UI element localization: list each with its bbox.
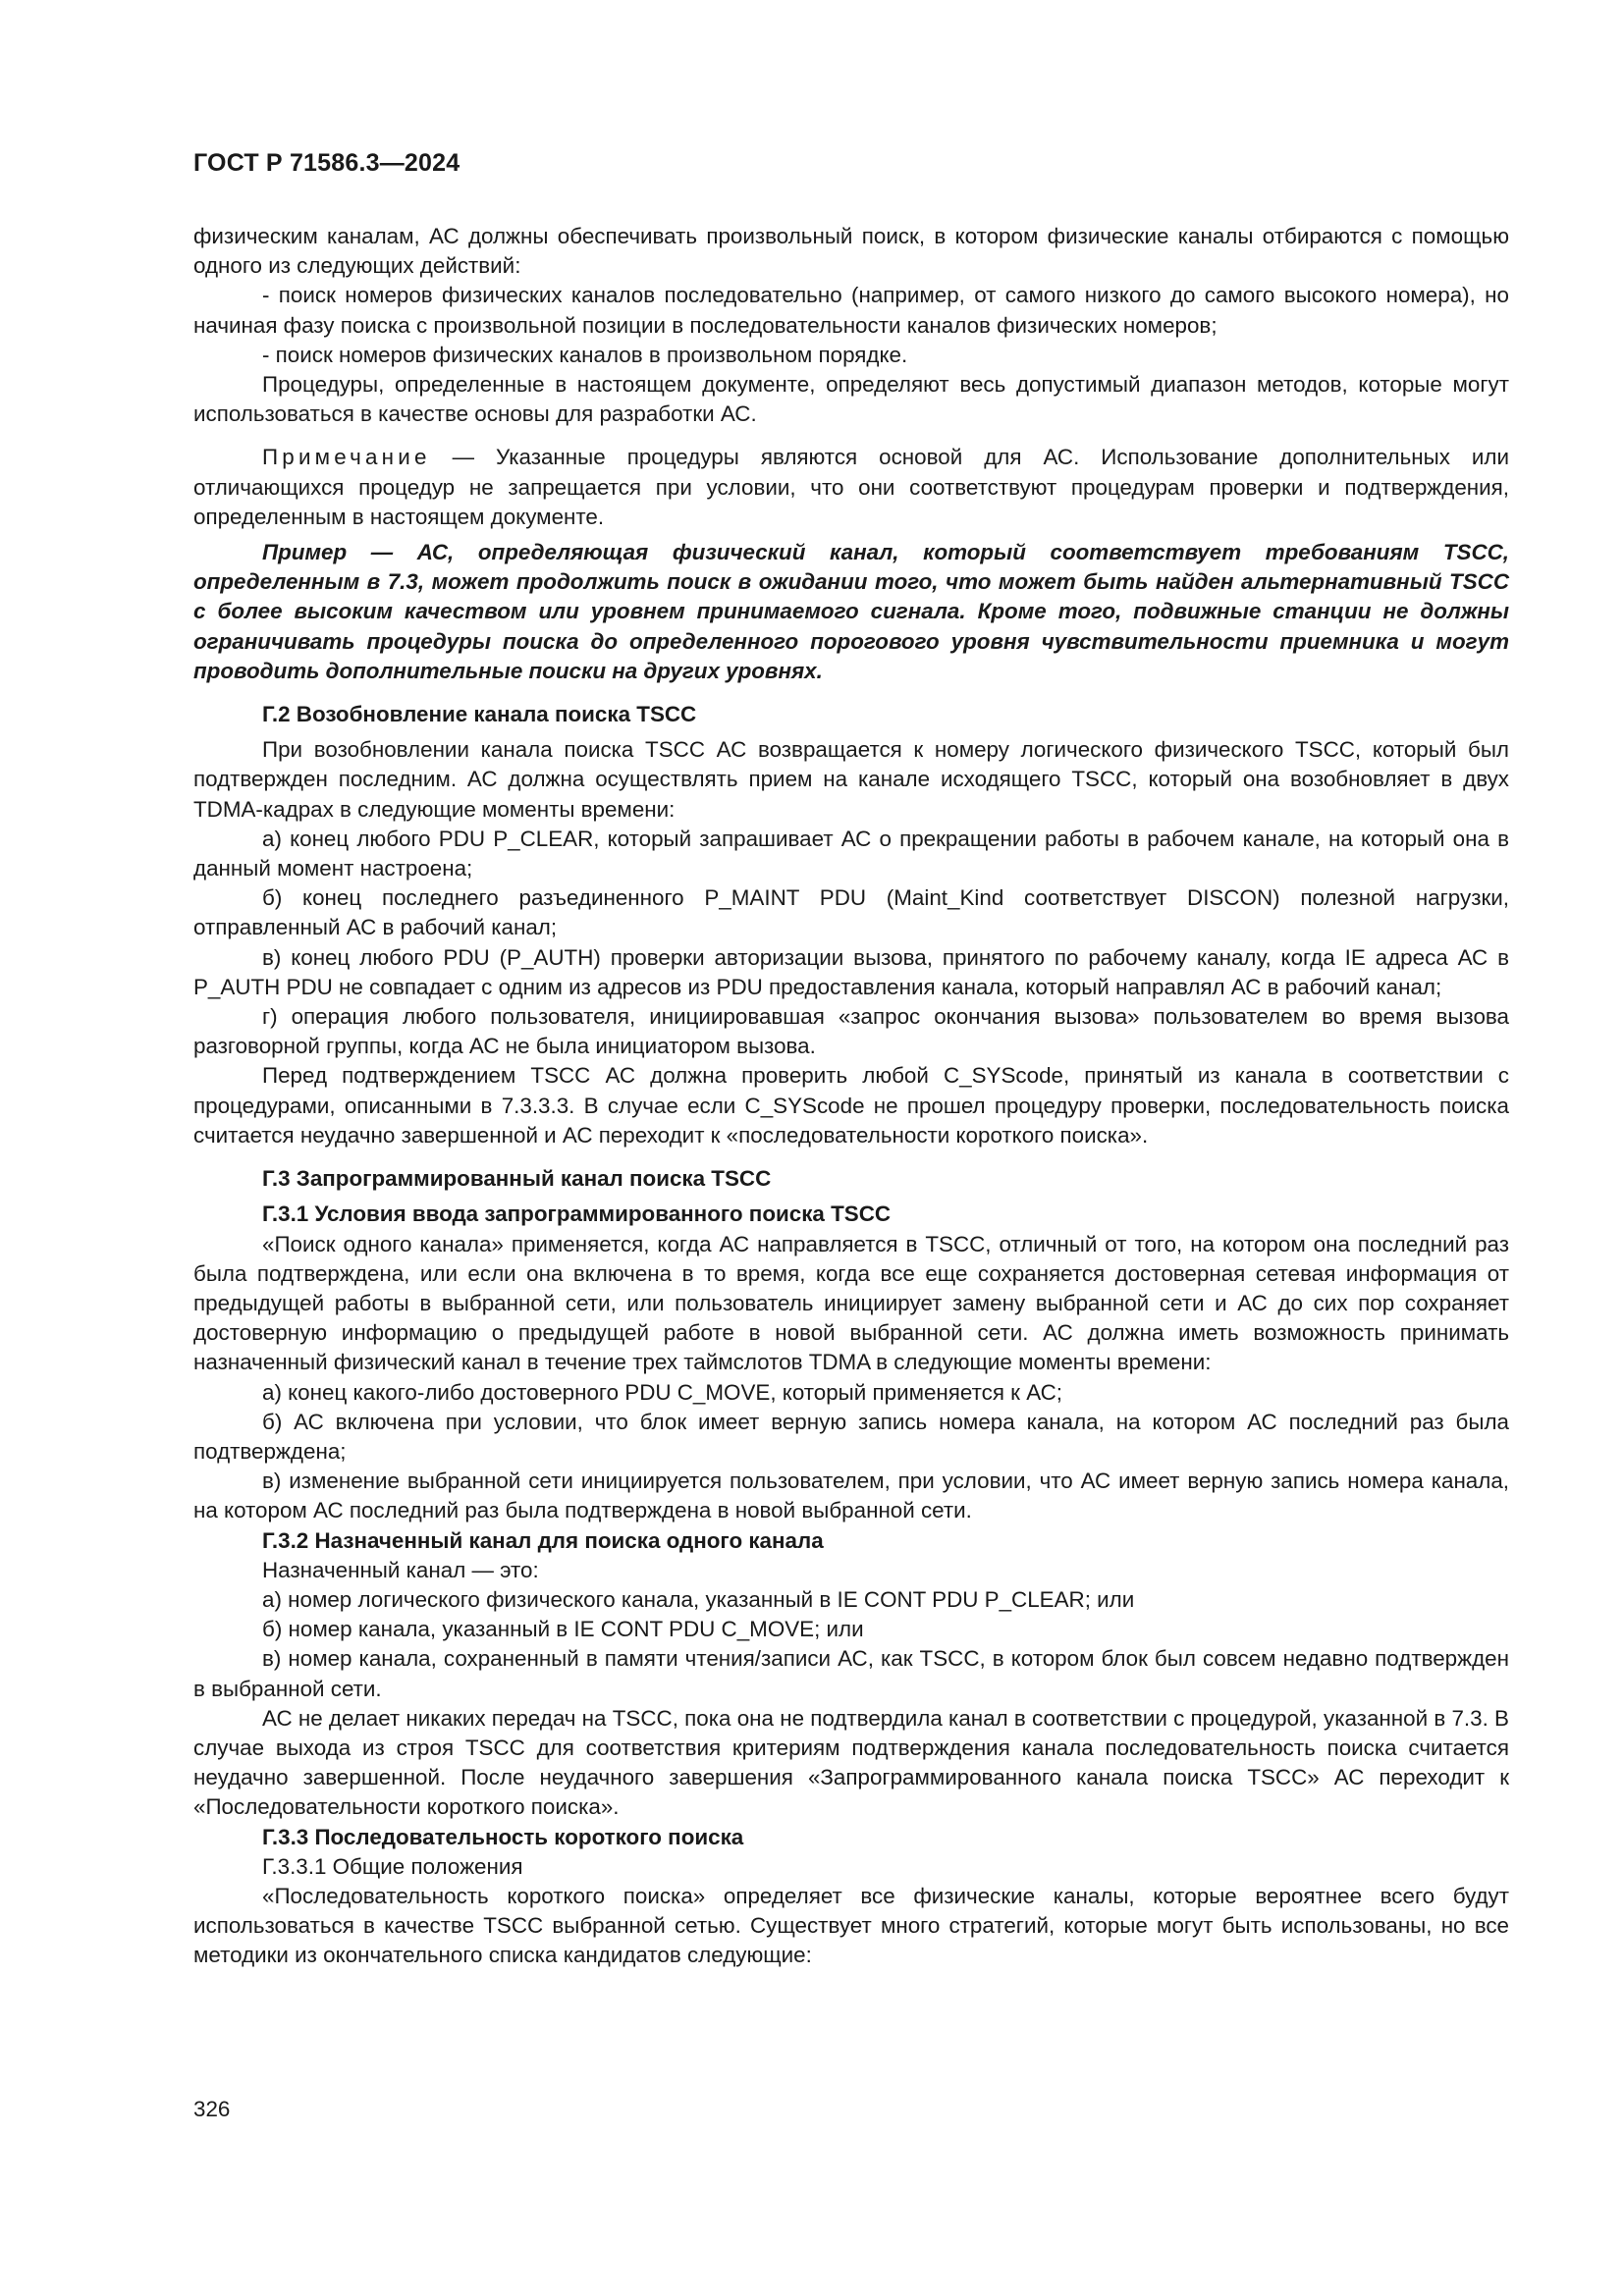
paragraph: АС не делает никаких передач на TSCC, пока она не подтвердила канал в соответствии с процедурой, указанной в 7.3. В случае выхода из строя TSCC для соответствия критериям подтверждения канала последовательность поиска считается неудачно завершенной. После неудачного завершения «Запрограммированного канала поиска TSCC» АС переходит к «Последовательности короткого поиска». [193,1705,1509,1820]
subsection-heading-g32: Г.3.2 Назначенный канал для поиска одного канала [262,1527,824,1553]
list-item: а) конец какого-либо достоверного PDU C_MOVE, который применяется к АС; [262,1379,1063,1405]
list-item: б) номер канала, указанный в IE CONT PDU C_MOVE; или [262,1617,864,1642]
subsection-heading-g33: Г.3.3 Последовательность короткого поиска [262,1824,744,1849]
list-item: в) конец любого PDU (P_AUTH) проверки авторизации вызова, принятого по рабочему каналу, когда IE адреса АС в P_AUTH PDU не совпадает с одним из адресов из PDU предоставления канала, который направлял АС в рабочий канал; [193,944,1509,999]
paragraph: Процедуры, определенные в настоящем документе, определяют весь допустимый диапазон методов, которые могут использоваться в качестве основы для разработки АС. [193,372,1509,427]
list-item: в) изменение выбранной сети инициируется пользователем, при условии, что АС имеет верную запись номера канала, на котором АС последний раз была подтверждена в новой выбранной сети. [193,1468,1509,1523]
paragraph: Перед подтверждением TSCC АС должна проверить любой C_SYScode, принятый из канала в соответствии с процедурами, описанными в 7.3.3.3. В случае если C_SYScode не прошел процедуру проверки, последовательность поиска считается неудачно завершенной и АС переходит к «последовательности короткого поиска». [193,1063,1509,1148]
note-text: — Указанные процедуры являются основой для АС. Использование дополнительных или отличающихся процедур не запрещается при условии, что они соответствуют процедурам проверки и подтверждения, определенным в настоящем документе. [193,445,1509,529]
document-header: ГОСТ Р 71586.3—2024 [193,149,460,177]
note-label: Примечание [262,445,431,470]
list-item: в) номер канала, сохраненный в памяти чтения/записи АС, как TSCC, в котором блок был совсем недавно подтвержден в выбранной сети. [193,1646,1509,1701]
section-heading-g3: Г.3 Запрограммированный канал поиска TSCC [262,1166,772,1192]
list-item: - поиск номеров физических каналов последовательно (например, от самого низкого до самого высокого номера), но начиная фазу поиска с произвольной позиции в последовательности каналов физических номеров; [193,283,1509,338]
list-item: а) номер логического физического канала, указанный в IE CONT PDU P_CLEAR; или [262,1586,1135,1612]
page-number: 326 [193,2097,231,2121]
list-item: б) конец последнего разъединенного P_MAINT PDU (Maint_Kind соответствует DISCON) полезной нагрузки, отправленный АС в рабочий канал; [193,885,1509,940]
list-item: - поиск номеров физических каналов в произвольном порядке. [262,342,908,367]
subsection-heading-g31: Г.3.1 Условия ввода запрограммированного поиска TSCC [262,1201,892,1227]
example-paragraph: Пример — АС, определяющая физический канал, который соответствует требованиям TSCC, определенным в 7.3, может продолжить поиск в ожидании того, что может быть найден альтернативный TSCC с более высоким качеством или уровнем принимаемого сигнала. Кроме того, подвижные станции не должны ограничивать процедуры поиска до определенного порогового уровня чувствительности приемника и могут проводить дополнительные поиски на других уровнях. [193,540,1509,683]
list-item: а) конец любого PDU P_CLEAR, который запрашивает АС о прекращении работы в рабочем канале, на который она в данный момент настроена; [193,826,1509,881]
paragraph: физическим каналам, АС должны обеспечивать произвольный поиск, в котором физические каналы отбираются с помощью одного из следующих действий: [193,224,1509,279]
paragraph: Назначенный канал — это: [262,1557,539,1582]
list-item: г) операция любого пользователя, инициировавшая «запрос окончания вызова» пользователем во время вызова разговорной группы, когда АС не была инициатором вызова. [193,1004,1509,1059]
section-heading-g2: Г.2 Возобновление канала поиска TSCC [262,702,697,727]
paragraph: «Поиск одного канала» применяется, когда АС направляется в TSCC, отличный от того, на котором она последний раз была подтверждена, или если она включена в то время, когда все еще сохраняется достоверная сетевая информация от предыдущей работы в выбранной сети, или пользователь инициирует замену выбранной сети и АС до сих пор сохраняет достоверную информацию о предыдущей работе в новой выбранной сети. АС должна иметь возможность принимать назначенный физический канал в течение трех таймслотов TDMA в следующие моменты времени: [193,1231,1509,1375]
paragraph: При возобновлении канала поиска TSCC АС возвращается к номеру логического физического TSCC, который был подтвержден последним. АС должна осуществлять прием на канале исходящего TSCC, который она возобновляет в двух TDMA-кадрах в следующие моменты времени: [193,737,1509,822]
document-body [193,222,1509,1971]
list-item: б) АС включена при условии, что блок имеет верную запись номера канала, на котором АС последний раз была подтверждена; [193,1409,1509,1464]
note [193,443,1509,532]
paragraph: «Последовательность короткого поиска» определяет все физические каналы, которые вероятнее всего будут использоваться в качестве TSCC выбранной сетью. Существует много стратегий, которые могут быть использованы, но все методики из окончательного списка кандидатов следующие: [193,1883,1509,1968]
subsection-heading-g331: Г.3.3.1 Общие положения [262,1853,523,1879]
